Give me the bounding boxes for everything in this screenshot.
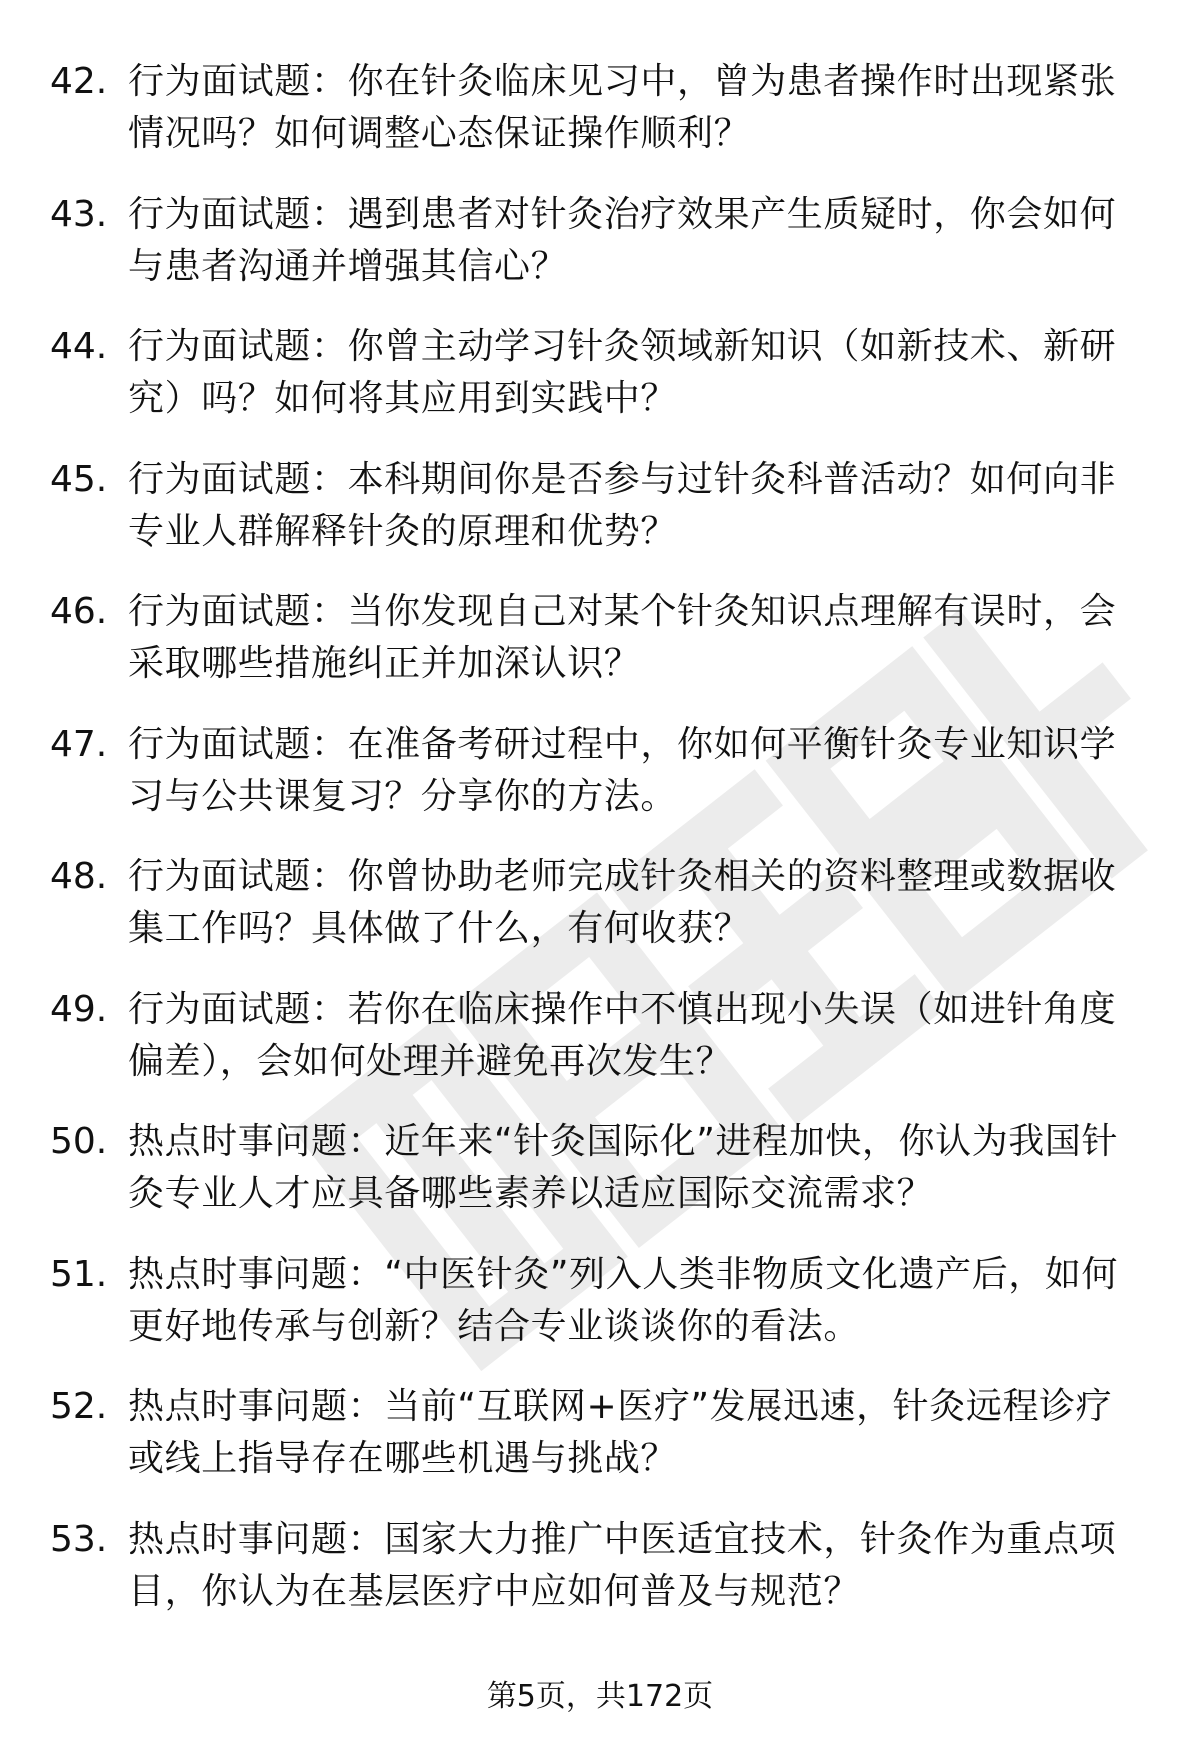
question-text: 行为面试题：遇到患者对针灸治疗效果产生质疑时，你会如何与患者沟通并增强其信心？	[128, 193, 1117, 287]
question-text: 热点时事问题：“中医针灸”列入人类非物质文化遗产后，如何更好地传承与创新？结合专业谈谈你的看法。	[128, 1253, 1119, 1347]
question-number: 42.	[50, 61, 108, 102]
question-text: 行为面试题：在准备考研过程中，你如何平衡针灸专业知识学习与公共课复习？分享你的方法。	[128, 723, 1117, 817]
list-item	[0, 56, 1200, 189]
question-number: 51.	[50, 1253, 108, 1295]
question-text: 行为面试题：你曾协助老师完成针灸相关的资料整理或数据收集工作吗？具体做了什么，有何收获？	[128, 856, 1117, 949]
list-item	[0, 851, 1200, 984]
question-list	[0, 56, 1200, 1646]
list-item	[0, 189, 1200, 322]
question-text: 行为面试题：你曾主动学习针灸领域新知识（如新技术、新研究）吗？如何将其应用到实践中？	[128, 326, 1117, 419]
page-number: 第5页，共172页	[486, 1679, 714, 1714]
list-item	[0, 719, 1200, 852]
list-item	[0, 984, 1200, 1117]
question-number: 46.	[50, 591, 108, 632]
list-item	[0, 1514, 1200, 1647]
question-text: 热点时事问题：国家大力推广中医适宜技术，针灸作为重点项目，你认为在基层医疗中应如何普及与规范？	[128, 1518, 1117, 1612]
question-number: 45.	[50, 458, 108, 500]
question-text: 行为面试题：当你发现自己对某个针灸知识点理解有误时，会采取哪些措施纠正并加深认识？	[128, 591, 1117, 684]
question-text: 行为面试题：若你在临床操作中不慎出现小失误（如进针角度偏差），会如何处理并避免再次发生？	[128, 988, 1117, 1082]
list-item	[0, 1381, 1200, 1514]
question-number: 52.	[50, 1386, 108, 1427]
question-text: 行为面试题：本科期间你是否参与过针灸科普活动？如何向非专业人群解释针灸的原理和优势？	[128, 458, 1117, 552]
question-text: 热点时事问题：近年来“针灸国际化”进程加快，你认为我国针灸专业人才应具备哪些素养以适应国际交流需求？	[128, 1121, 1119, 1214]
question-number: 43.	[50, 193, 108, 235]
list-item	[0, 586, 1200, 719]
question-number: 53.	[50, 1518, 108, 1560]
question-number: 44.	[50, 326, 108, 367]
list-item	[0, 321, 1200, 454]
question-text: 热点时事问题：当前“互联网+医疗”发展迅速，针灸远程诊疗或线上指导存在哪些机遇与挑战？	[128, 1386, 1113, 1479]
list-item	[0, 1116, 1200, 1249]
question-text: 行为面试题：你在针灸临床见习中，曾为患者操作时出现紧张情况吗？如何调整心态保证操作顺利？	[128, 61, 1117, 154]
question-number: 48.	[50, 856, 108, 897]
list-item	[0, 454, 1200, 587]
question-number: 49.	[50, 988, 108, 1030]
question-number: 50.	[50, 1121, 108, 1162]
question-number: 47.	[50, 723, 108, 765]
list-item	[0, 1249, 1200, 1382]
